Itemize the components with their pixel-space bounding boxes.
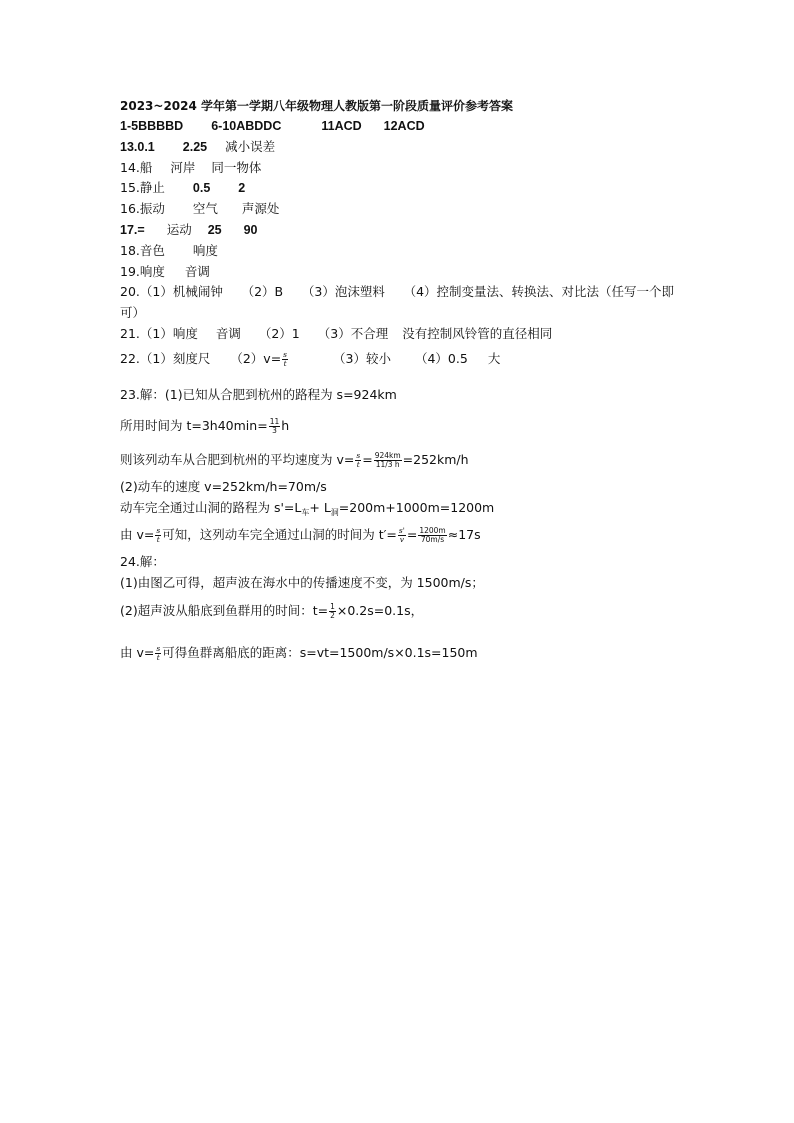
fraction-s-over-t: $\frac{s}{t}$ (156, 526, 161, 545)
ans-19-1: 19.响度 (120, 263, 165, 279)
ans-15-1: 15.静止 (120, 180, 165, 196)
ans-22-1: 22.（1）刻度尺 (120, 350, 211, 366)
solution-24-p1: (1)由图乙可得，超声波在海水中的传播速度不变，为 1500m/s； (120, 575, 484, 591)
doc-title: 2023~2024 学年第一学期八年级物理人教版第一阶段质量评价参考答案 (120, 99, 514, 113)
ans-11: 11ACD (321, 119, 362, 133)
ans-14-1: 14.船 (120, 159, 153, 175)
ans-22-5: 大 (487, 350, 501, 366)
solution-24-p3: 由 v= $\frac{s}{t}$ 可得鱼群离船底的距离：s=vt=1500m/s×0.1s=150m (120, 643, 478, 662)
answer-22 (120, 345, 690, 373)
answer-19 (120, 262, 690, 283)
ans-13-3: 减小误差 (225, 138, 276, 154)
ans-22-4: （4）0.5 (414, 350, 468, 366)
answer-20: 20.（1）机械闹钟 （2）B （3）泡沫塑料 （4）控制变量法、转换法、对比法（任写一个即可） (120, 284, 675, 321)
ans-22-3: （3）较小 (333, 350, 391, 366)
ans-22-2: （2）v= (230, 350, 282, 366)
solution-23-p2: (2)动车的速度 v=252km/h=70m/s (120, 478, 327, 494)
ans-17-1: 17.= (120, 222, 145, 237)
ans-17-4: 90 (243, 222, 258, 237)
ans-21-1: 21.（1）响度 (120, 325, 198, 341)
solution-23-time: 所用时间为 t=3h40min= $\frac{11}{3}$ h (120, 416, 290, 435)
fraction-924km-over-11-3h: $\frac{924km}{11/3 h}$ (374, 450, 401, 469)
ans-16-2: 空气 (192, 201, 218, 217)
ans-18-1: 18.音色 (120, 242, 165, 258)
ans-6-10: 6-10ABDDC (211, 119, 282, 133)
answer-21 (120, 324, 690, 345)
ans-12: 12ACD (383, 119, 425, 133)
fraction-s-over-t: $\frac{s}{t}$ (156, 643, 161, 662)
ans-19-2: 音调 (184, 263, 210, 279)
ans-21-3: （2）1 (258, 325, 300, 341)
ans-14-3: 同一物体 (211, 159, 262, 175)
ans-1-5: 1-5BBBBD (120, 119, 184, 133)
ans-15-3: 2 (238, 181, 246, 196)
answer-sheet (120, 96, 690, 670)
ans-16-3: 声源处 (241, 201, 280, 217)
answer-17 (120, 220, 690, 241)
solution-24-p2: (2)超声波从船底到鱼群用的时间：t= $\frac{1}{2}$ ×0.2s=0.1s， (120, 601, 424, 620)
answer-16 (120, 199, 690, 220)
answers-1-12 (120, 116, 690, 137)
fraction-1200m-over-70ms: $\frac{1200m}{70m/s}$ (419, 526, 446, 545)
answer-15 (120, 178, 690, 199)
solution-23-avg-speed: 则该列动车从合肥到杭州的平均速度为 v= $\frac{s}{t}$ = $\frac{924km}{11/3 h}$ =252km/h (120, 450, 469, 469)
fraction-1-over-2: $\frac{1}{2}$ (330, 601, 335, 620)
ans-14-2: 河岸 (170, 159, 196, 175)
ans-17-3: 25 (207, 222, 222, 237)
answer-18 (120, 241, 690, 262)
ans-18-2: 响度 (192, 242, 218, 258)
ans-13-1: 13.0.1 (120, 139, 155, 154)
ans-21-5: 没有控制风铃管的直径相同 (402, 325, 553, 341)
fraction-s-over-t: $\frac{s}{t}$ (356, 450, 361, 469)
ans-21-2: 音调 (215, 325, 241, 341)
solution-23-tunnel-time: 由 v= $\frac{s}{t}$ 可知，这列动车完全通过山洞的时间为 t′= $\frac{s'}{v}$ = $\frac{1200m}{70m/s}$ ≈17s (120, 526, 481, 545)
fraction-11-over-3: $\frac{11}{3}$ (269, 416, 280, 435)
ans-17-2: 运动 (166, 221, 192, 237)
answer-13 (120, 137, 690, 158)
ans-21-4: （3）不合理 (317, 325, 389, 341)
solution-23-head: 23.解：(1)已知从合肥到杭州的路程为 s=924km (120, 386, 397, 402)
ans-15-2: 0.5 (192, 181, 211, 196)
answer-14 (120, 158, 690, 179)
ans-13-2: 2.25 (182, 139, 208, 154)
ans-16-1: 16.振动 (120, 201, 165, 217)
solution-23-path: 动车完全通过山洞的路程为 $s'=L_车+ L_洞=200m+1000m=1200m$ (120, 499, 495, 517)
fraction-s-prime-over-v: $\frac{s'}{v}$ (398, 526, 405, 545)
solution-24-head: 24.解： (120, 554, 165, 570)
fraction-s-over-t: $\frac{s}{t}$ (283, 349, 288, 368)
